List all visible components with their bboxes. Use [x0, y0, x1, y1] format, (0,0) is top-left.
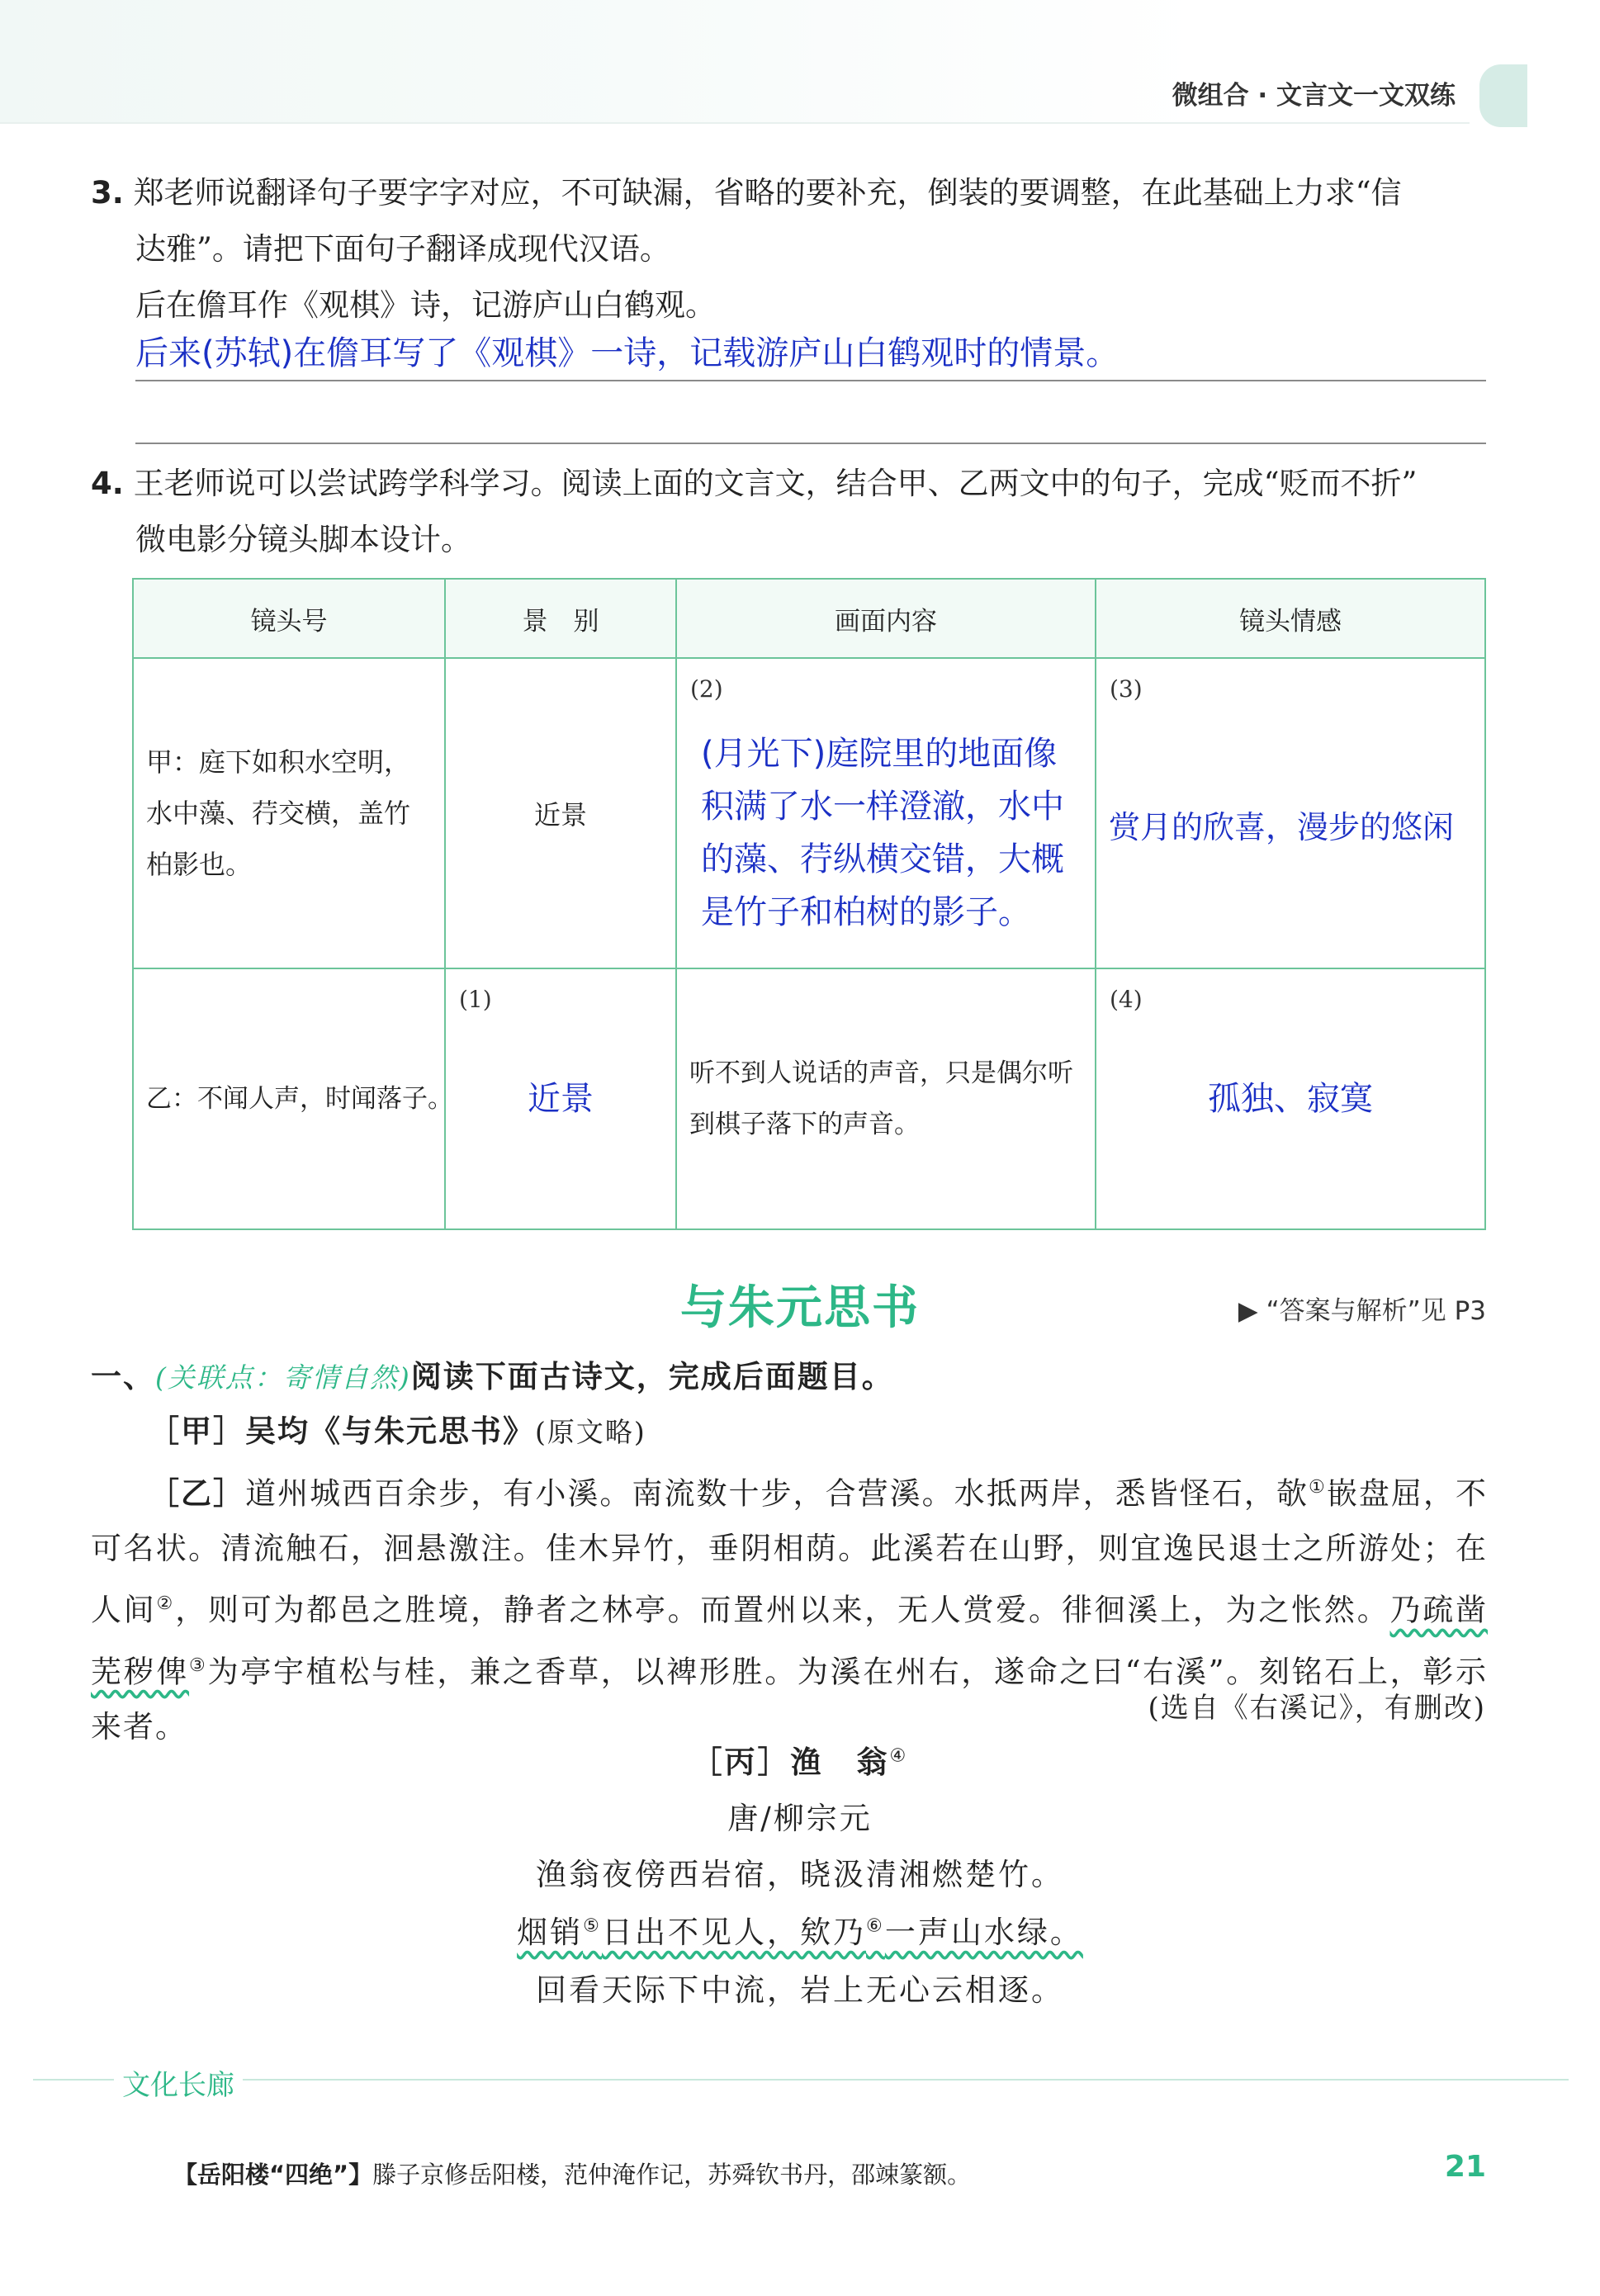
row2-emotion-label: (4)	[1110, 986, 1143, 1013]
row2-emotion	[1096, 968, 1485, 1229]
question-3	[91, 165, 1494, 334]
question-4-prompt-line1: 王老师说可以尝试跨学科学习。阅读上面的文言文，结合甲、乙两文中的句子，完成“贬而不折”	[133, 466, 1418, 501]
poem-line-2c: 一声山水绿。	[884, 1915, 1083, 1950]
jia-note: (原文略)	[535, 1416, 646, 1448]
footer-divider	[33, 2079, 1569, 2081]
header-content: 画面内容	[676, 579, 1096, 658]
footnote-3: ③	[189, 1654, 208, 1676]
yi-label: ［乙］	[149, 1475, 246, 1512]
row1-content-answer: (月光下)庭院里的地面像积满了水一样澄澈，水中的藻、荇纵横交错，大概是竹子和柏树的影子。	[701, 735, 1064, 931]
row1-content-label: (2)	[690, 675, 723, 703]
answer-reference-link[interactable]: ▶ “答案与解析”见 P3	[1238, 1296, 1486, 1326]
header-divider	[0, 122, 1470, 124]
question-3-number: 3.	[91, 175, 124, 211]
footer-note	[173, 2156, 971, 2190]
question-3-answer: 后来(苏轼)在儋耳写了《观棋》一诗，记载游庐山白鹤观时的情景。	[135, 334, 1120, 372]
section-title: 与朱元思书	[680, 1281, 920, 1335]
yi-wavy-underlined: 乃疏凿芜秽俾	[91, 1592, 1488, 1689]
question-3-prompt-line2: 达雅”。请把下面句子翻译成现代汉语。	[135, 231, 670, 267]
yi-source: (选自《右溪记》，有删改)	[1148, 1692, 1486, 1725]
row1-scene-text: 近景	[533, 799, 587, 831]
page-number: 21	[1444, 2150, 1486, 2184]
footer-note-text: 滕子京修岳阳楼，范仲淹作记，苏舜钦书丹，邵竦篆额。	[372, 2161, 972, 2189]
row1-emotion-label: (3)	[1110, 675, 1143, 703]
poem-line-2a: 烟销	[517, 1915, 584, 1950]
footnote-2: ②	[156, 1593, 176, 1615]
question-3-prompt-line1: 郑老师说翻译句子要字字对应，不可缺漏，省略的要补充，倒装的要调整，在此基础上力求“信	[133, 175, 1402, 211]
header-tab-decoration	[1479, 64, 1527, 127]
yi-text-1: 道州城西百余步，有小溪。南流数十步，合营溪。水抵两岸，悉皆怪石，欹	[245, 1475, 1309, 1512]
yi-text-2: 嵌盘屈，不可名状。清流触石，洄悬激注。佳木异竹，垂阴相荫。此溪若在山野，则宜逸民退士之所游处；在人间	[91, 1475, 1489, 1628]
footer-label: 文化长廊	[114, 2062, 243, 2103]
row2-scene	[445, 968, 676, 1229]
row1-shot-text: 甲：庭下如积水空明，水中藻、荇交横，盖竹柏影也。	[146, 746, 411, 880]
question-3-sentence: 后在儋耳作《观棋》诗，记游庐山白鹤观。	[135, 287, 716, 323]
bing-label: ［丙］	[691, 1744, 791, 1780]
storyboard-table	[132, 578, 1486, 1230]
yi-text-3: ，则可为都邑之胜境，静者之林亭。而置州以来，无人赏爱。徘徊溪上，为之怅然。	[175, 1592, 1390, 1628]
row1-shot	[133, 658, 445, 968]
row2-content	[676, 968, 1096, 1229]
table-row	[133, 968, 1485, 1229]
row1-emotion-answer: 赏月的欣喜，漫步的悠闲	[1109, 809, 1455, 845]
row2-shot	[133, 968, 453, 1229]
row2-emotion-answer: 孤独、寂寞	[1208, 1080, 1373, 1118]
part1-prefix: 一、	[91, 1359, 155, 1394]
table-row	[133, 658, 1485, 968]
part1-instruction: 阅读下面古诗文，完成后面题目。	[410, 1359, 894, 1394]
passage-jia	[149, 1404, 646, 1460]
yi-text-4: 为亭宇植松与桂，兼之香草，以裨形胜。为溪在州右，遂命之曰“右溪”。刻铭石上，彰示来者。	[91, 1653, 1488, 1744]
row2-scene-answer: 近景	[528, 1080, 594, 1118]
question-4-number: 4.	[91, 466, 124, 501]
answer-line-2	[135, 443, 1486, 444]
poem-line-2b: 日出不见人，欸乃	[602, 1915, 866, 1950]
poem-line-3: 回看天际下中流，岩上无心云相逐。	[536, 1972, 1064, 2008]
bing-title-line	[0, 1737, 1600, 1782]
row2-shot-text: 乙：不闻人声，时闻落子。	[146, 1084, 453, 1114]
header-scene-type: 景 别	[445, 579, 676, 658]
footnote-4: ④	[889, 1744, 909, 1767]
jia-label: ［甲］	[149, 1413, 245, 1449]
table-header-row	[133, 579, 1485, 658]
bing-author: 唐/柳宗元	[727, 1801, 873, 1836]
row2-scene-label: (1)	[459, 986, 492, 1013]
header-title: 微组合 · 文言文一文双练	[1172, 81, 1456, 111]
poem-line-2-underlined	[517, 1915, 1083, 1950]
question-4-prompt-line2: 微电影分镜头脚本设计。	[135, 522, 471, 557]
bing-title: 渔 翁	[790, 1744, 890, 1780]
footnote-5: ⑤	[583, 1915, 602, 1937]
poem-line-2	[0, 1907, 1600, 1952]
poem-line-1: 渔翁夜傍西岩宿，晓汲清湘燃楚竹。	[536, 1857, 1064, 1892]
footer-note-title: 【岳阳楼“四绝”】	[173, 2161, 373, 2189]
header-emotion: 镜头情感	[1096, 579, 1485, 658]
footnote-1: ①	[1308, 1476, 1327, 1498]
row1-emotion	[1096, 658, 1485, 968]
jia-text: 吴均《与朱元思书》	[245, 1413, 535, 1449]
row1-content	[676, 658, 1096, 968]
footnote-6: ⑥	[866, 1915, 885, 1937]
part1-heading	[91, 1349, 894, 1405]
part1-tag: (关联点：寄情自然)	[155, 1361, 411, 1394]
header-shot-number: 镜头号	[133, 579, 445, 658]
row2-content-text: 听不到人说话的声音，只是偶尔听到棋子落下的声音。	[689, 1058, 1073, 1139]
row1-scene	[445, 658, 676, 968]
question-4	[91, 456, 1511, 568]
answer-line-1	[135, 380, 1486, 381]
